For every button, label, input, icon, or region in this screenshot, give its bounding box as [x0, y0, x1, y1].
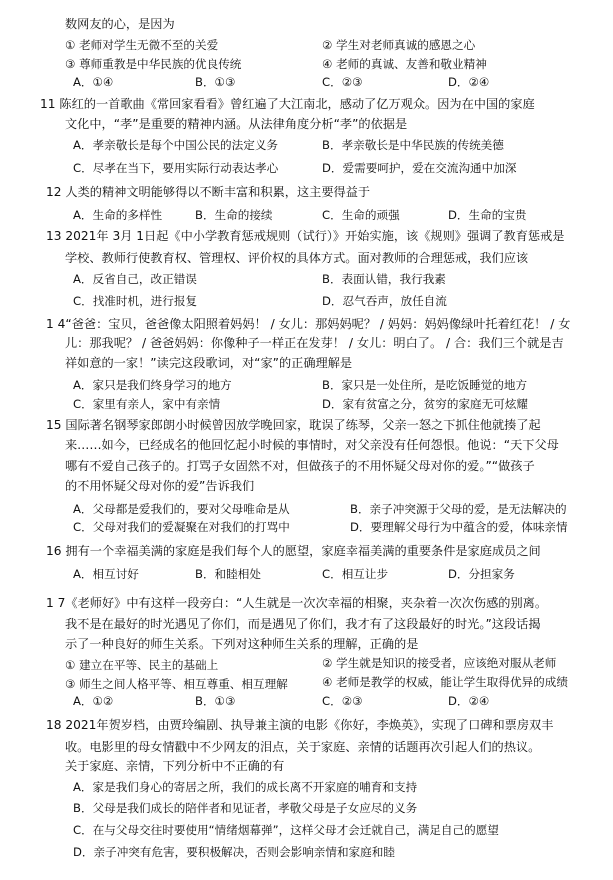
q16-choice-a: A．相互讨好: [73, 567, 139, 581]
q11-choice-a: A．孝亲敬长是每个中国公民的法定义务: [73, 138, 279, 152]
q17-stem-line3: 示了一种良好的师生关系。下列对这种师生关系的理解，正确的是: [65, 637, 419, 651]
q12-choice-b: B．生命的接续: [195, 208, 273, 222]
q14-stem-line3: 祥如意的一家！”读完这段歌词，对“家”的正确理解是: [65, 356, 353, 370]
q13-stem-line2: 学校、教师行使教育权、管理权、评价权的具体方式。面对教师的合理惩戒，我们应该: [65, 251, 529, 265]
q14-stem-line1: 1 4“爸爸：宝贝，爸爸像太阳照着妈妈！ / 女儿：那妈妈呢？ / 妈妈：妈妈像绿叶托着红花！ / 女: [46, 317, 571, 331]
q12-choice-c: C．生命的顽强: [322, 208, 400, 222]
q18-stem-line2: 收。电影里的母女情戳中不少网友的泪点，关于家庭、亲情的话题再次引起人们的热议。: [65, 740, 541, 754]
q17-option-2: ② 学生就是知识的接受者，应该绝对服从老师: [322, 656, 557, 670]
q10-option-2: ② 学生对老师真诚的感恩之心: [322, 38, 476, 52]
q15-choice-b: B．亲子冲突源于父母的爱，是无法解决的: [350, 502, 567, 516]
q13-choice-a: A．反省自己，改正错误: [73, 272, 197, 286]
q17-stem-line1: 1 7《老师好》中有这样一段旁白：“人生就是一次次幸福的相聚，夹杂着一次次伤感的别离。: [46, 596, 548, 610]
q18-choice-b: B．父母是我们成长的陪伴者和见证者，孝敬父母是子女应尽的义务: [73, 801, 418, 815]
q15-stem-line1: 15 国际著名钢琴家郎朗小时候曾因放学晚回家，耽误了练琴，父亲一怒之下抓住他就揍了起: [46, 418, 541, 432]
q13-choice-c: C．找准时机，进行报复: [73, 294, 198, 308]
q18-stem-line3: 关于家庭、亲情，下列分析中不正确的有: [65, 759, 285, 773]
q16-choice-c: C．相互让步: [322, 567, 389, 581]
q15-stem-line2: 来……如今，已经成名的他回忆起小时候的事情时，对父亲没有任何怨恨。他说：“天下父母: [65, 438, 559, 452]
q15-choice-a: A．父母都是爱我们的，要对父母唯命是从: [73, 502, 290, 516]
q12-choice-a: A．生命的多样性: [73, 208, 163, 222]
q17-option-3: ③ 师生之间人格平等、相互尊重、相互理解: [65, 677, 288, 691]
q12-stem: 12 人类的精神文明能够得以不断丰富和积累，这主要得益于: [46, 185, 371, 199]
q11-stem-line1: 11 陈红的一首歌曲《常回家看看》曾红遍了大江南北，感动了亿万观众。因为在中国的家庭: [40, 97, 535, 111]
q17-choice-a: A．①②: [73, 694, 114, 708]
q10-choice-c: C．②③: [322, 75, 363, 89]
q17-option-1: ① 建立在平等、民主的基础上: [65, 658, 219, 672]
q12-choice-d: D．生命的宝贵: [448, 208, 527, 222]
q15-choice-d: D．要理解父母行为中蕴含的爱，体味亲情: [350, 520, 568, 534]
q11-choice-c: C．尽孝在当下，要用实际行动表达孝心: [73, 161, 279, 175]
q16-stem: 16 拥有一个幸福美满的家庭是我们每个人的愿望，家庭幸福美满的重要条件是家庭成员之间: [46, 544, 541, 558]
q17-stem-line2: 我不是在最好的时光遇见了你们，而是遇见了你们，我才有了这段最好的时光。”这段话揭: [65, 617, 541, 631]
q13-choice-d: D．忍气吞声，放任自流: [322, 294, 447, 308]
q17-option-4: ④ 老师是教学的权威，能让学生取得优异的成绩: [322, 675, 568, 689]
q11-choice-b: B．孝亲敬长是中华民族的传统美德: [322, 138, 504, 152]
q13-stem-line1: 13 2021年 3月 1日起《中小学教育惩戒规则（试行）》开始实施，该《规则》强调了教育惩戒是: [46, 229, 565, 243]
q14-choice-d: D．家有贫富之分，贫穷的家庭无可炫耀: [322, 397, 529, 411]
q10-choice-d: D．②④: [448, 75, 490, 89]
q10-choice-b: B．①③: [195, 75, 236, 89]
q16-choice-b: B．和睦相处: [195, 567, 261, 581]
q10-option-1: ① 老师对学生无微不至的关爱: [65, 38, 219, 52]
q10-choice-a: A．①④: [73, 75, 114, 89]
q14-choice-c: C．家里有亲人，家中有亲情: [73, 397, 221, 411]
q10-option-3: ③ 尊师重教是中华民族的优良传统: [65, 57, 242, 71]
q14-choice-b: B．家只是一处住所，是吃饭睡觉的地方: [322, 378, 528, 392]
q10-stem: 数网友的心，是因为: [65, 17, 175, 31]
q15-stem-line4: 的不用怀疑父母对你的爱”告诉我们: [65, 479, 255, 493]
q15-choice-c: C．父母对我们的爱凝聚在对我们的打骂中: [73, 520, 290, 534]
q16-choice-d: D．分担家务: [448, 567, 515, 581]
q17-choice-b: B．①③: [195, 694, 236, 708]
q18-choice-c: C．在与父母交往时要使用“情绪烟幕弹”，这样父母才会迁就自己，满足自己的愿望: [73, 823, 499, 837]
q14-choice-a: A．家只是我们终身学习的地方: [73, 378, 232, 392]
q10-option-4: ④ 老师的真诚、友善和敬业精神: [322, 57, 487, 71]
q18-stem-line1: 18 2021年贺岁档，由贾玲编剧、执导兼主演的电影《你好，李焕英》，实现了口碑和票房双丰: [46, 718, 554, 732]
q14-stem-line2: 儿：那我呢？ / 爸爸妈妈：你像种子一样正在发芽！ / 女儿：明白了。 / 合：我们三个就是吉: [65, 336, 564, 350]
q17-choice-c: C．②③: [322, 694, 363, 708]
q11-stem-line2: 文化中，“孝”是重要的精神内涵。从法律角度分析“孝”的依据是: [65, 117, 408, 131]
q18-choice-d: D．亲子冲突有危害，要积极解决，否则会影响亲情和家庭和睦: [73, 845, 395, 859]
q18-choice-a: A．家是我们身心的寄居之所，我们的成长离不开家庭的哺育和支持: [73, 780, 418, 794]
q17-choice-d: D．②④: [448, 694, 490, 708]
q11-choice-d: D．爱需要呵护，爱在交流沟通中加深: [322, 161, 517, 175]
q13-choice-b: B．表面认错，我行我素: [322, 272, 446, 286]
q15-stem-line3: 哪有不爱自己孩子的。打骂子女固然不对，但做孩子的不用怀疑父母对你的爱。”“做孩子: [65, 459, 535, 473]
